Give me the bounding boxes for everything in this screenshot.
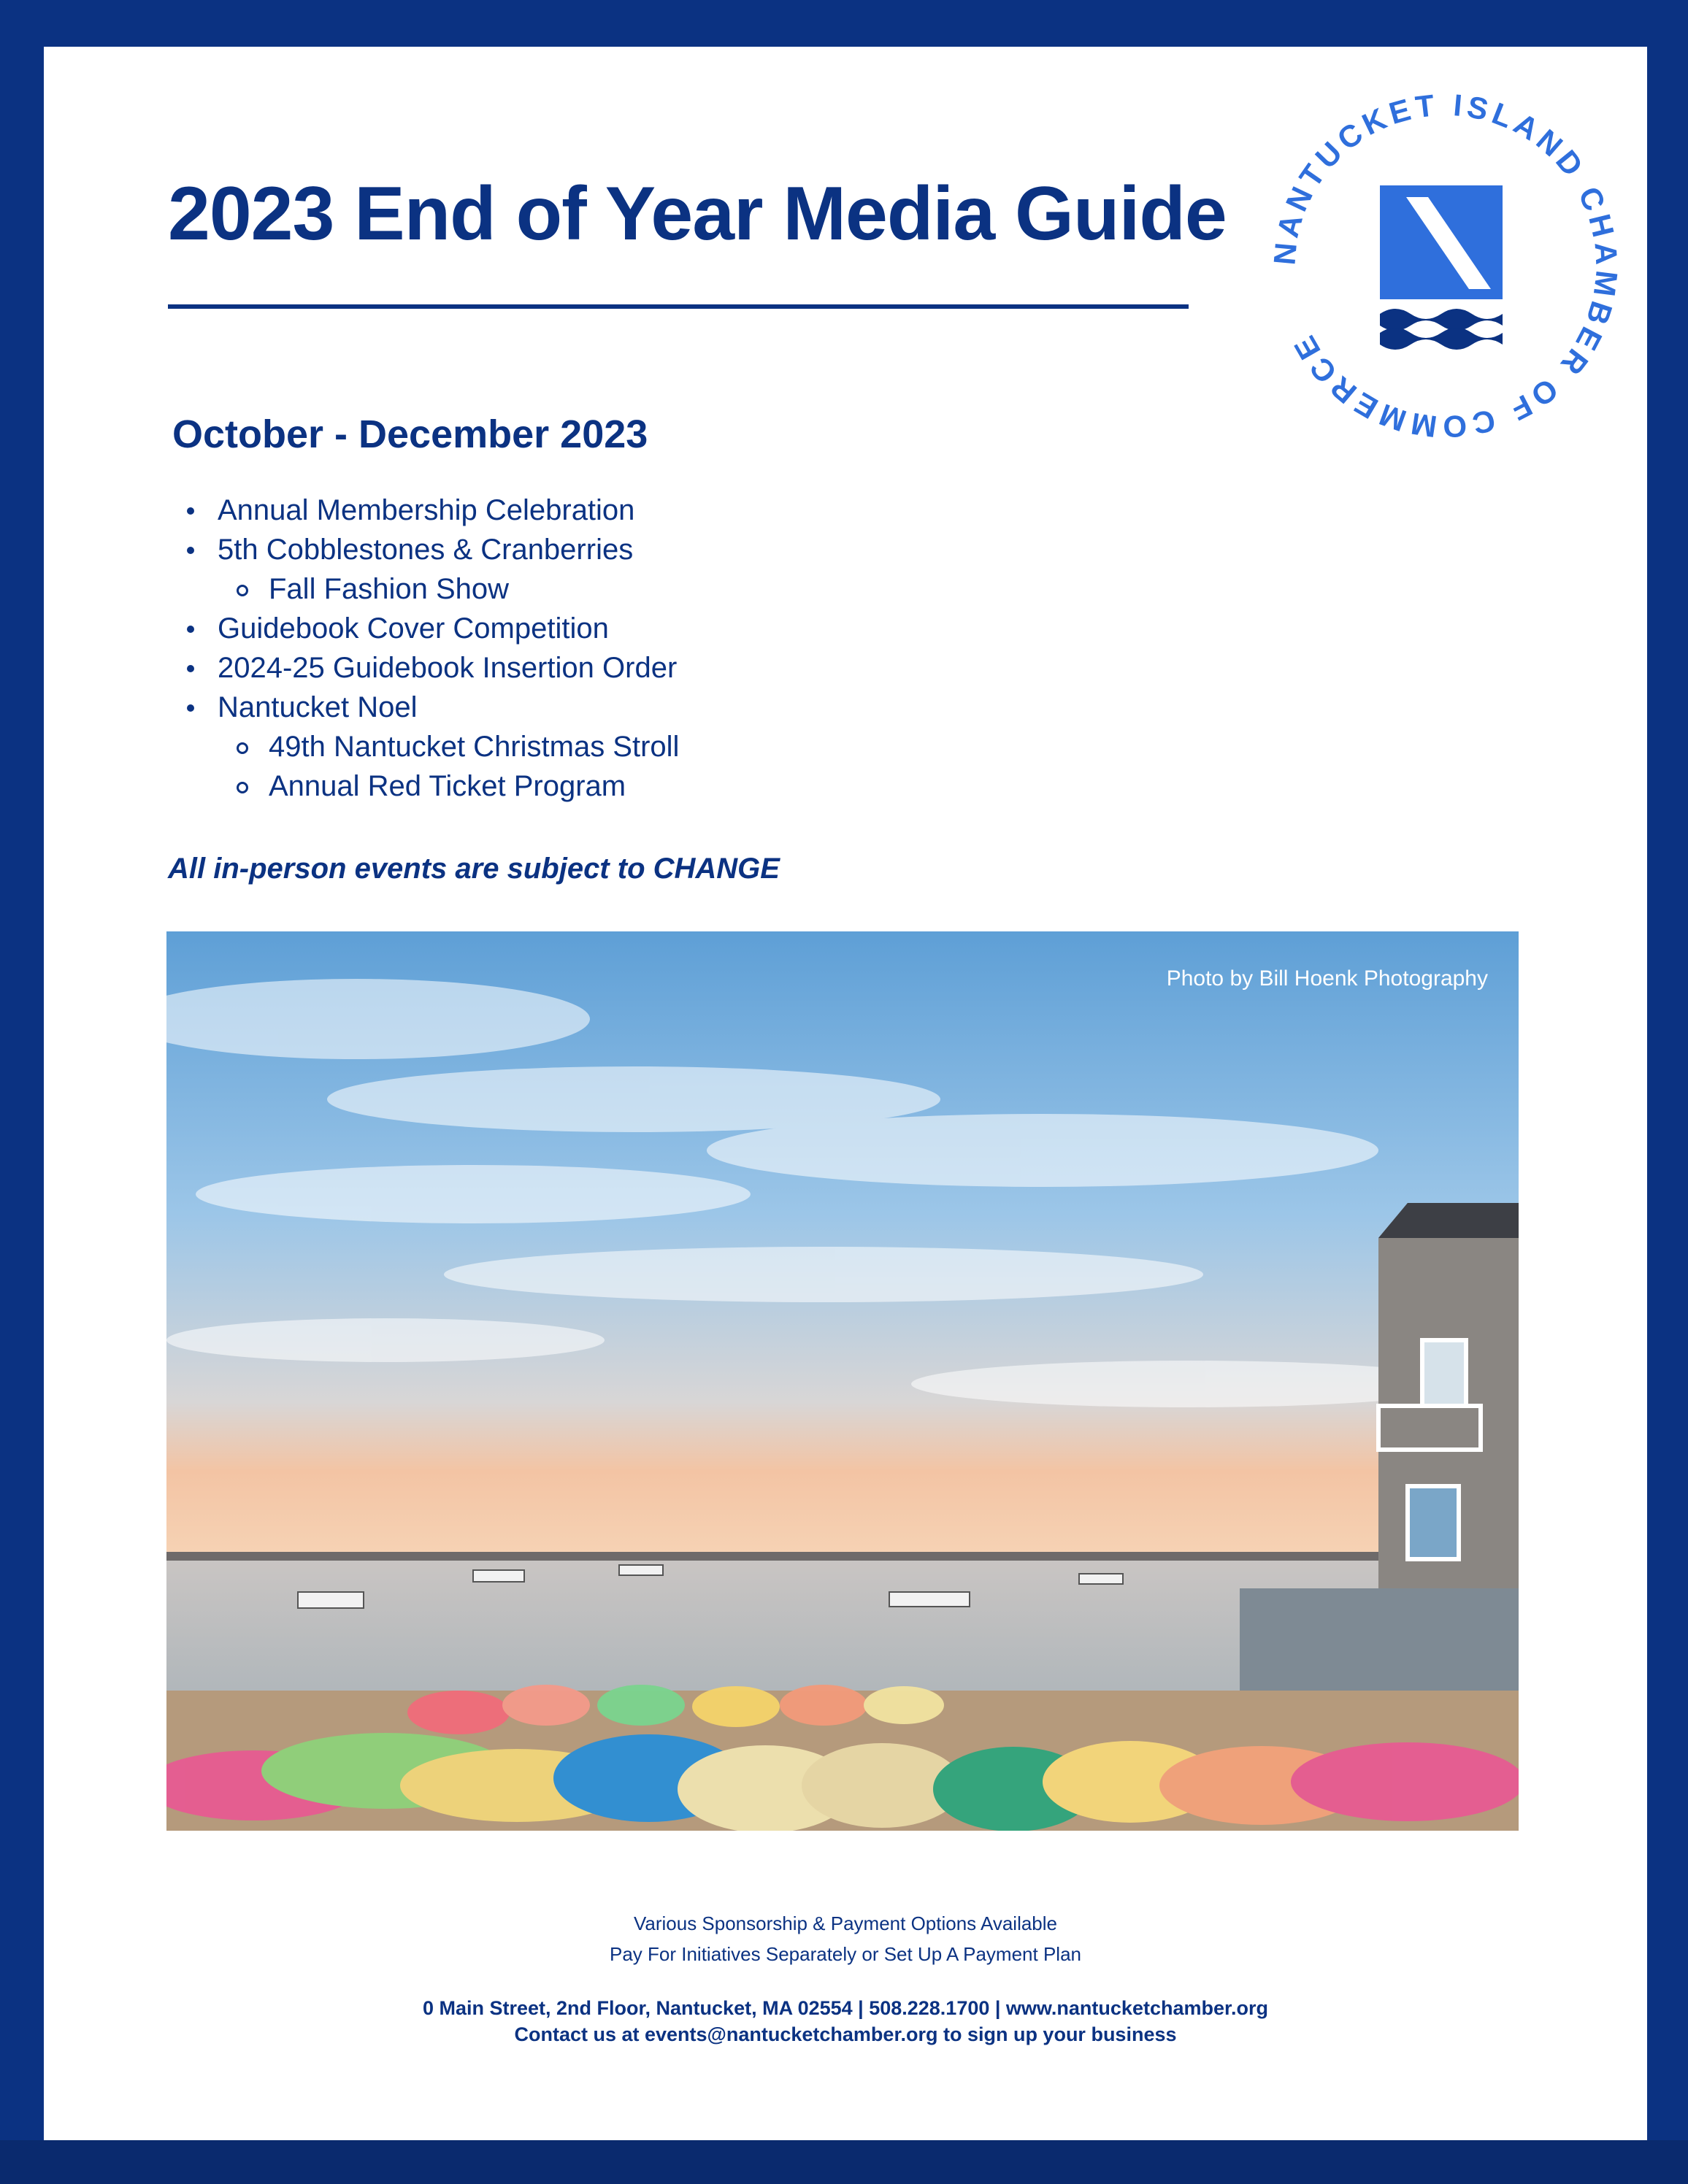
event-item: Nantucket Noel bbox=[172, 688, 679, 727]
logo-ring-text: NANTUCKET ISLAND CHAMBER OF COMMERCE bbox=[1267, 87, 1624, 445]
sponsorship-line: Various Sponsorship & Payment Options Available bbox=[633, 1912, 1058, 1934]
nantucket-n-waves-icon bbox=[1380, 185, 1503, 350]
event-item: Guidebook Cover Competition bbox=[172, 609, 679, 648]
chamber-logo bbox=[1256, 76, 1635, 455]
date-range-heading: October - December 2023 bbox=[172, 412, 648, 456]
title-divider bbox=[168, 304, 1189, 309]
harbor-illustration bbox=[166, 931, 1519, 1831]
chamber-logo-graphic bbox=[1256, 76, 1635, 455]
address-line: 0 Main Street, 2nd Floor, Nantucket, MA 02554 | 508.228.1700 | www.nantucketchamber.org bbox=[422, 1997, 1269, 2019]
bottom-border bbox=[0, 2140, 1688, 2184]
event-subitem: Annual Red Ticket Program bbox=[172, 766, 679, 806]
payment-plan-line: Pay For Initiatives Separately or Set Up A Payment Plan bbox=[610, 1943, 1081, 1965]
photo-credit: Photo by Bill Hoenk Photography bbox=[1166, 966, 1488, 991]
event-subitem: 49th Nantucket Christmas Stroll bbox=[172, 727, 679, 766]
contact-line: Contact us at events@nantucketchamber.org to sign up your business bbox=[514, 2023, 1177, 2045]
event-item: 5th Cobblestones & Cranberries bbox=[172, 530, 679, 569]
page-title: 2023 End of Year Media Guide bbox=[168, 172, 1227, 256]
event-list bbox=[172, 491, 679, 806]
change-notice: All in-person events are subject to CHANGE bbox=[168, 853, 780, 885]
event-item: Annual Membership Celebration bbox=[172, 491, 679, 530]
document-page bbox=[44, 47, 1647, 2140]
event-item: 2024-25 Guidebook Insertion Order bbox=[172, 648, 679, 688]
event-subitem: Fall Fashion Show bbox=[172, 569, 679, 609]
harbor-photo bbox=[166, 931, 1519, 1831]
